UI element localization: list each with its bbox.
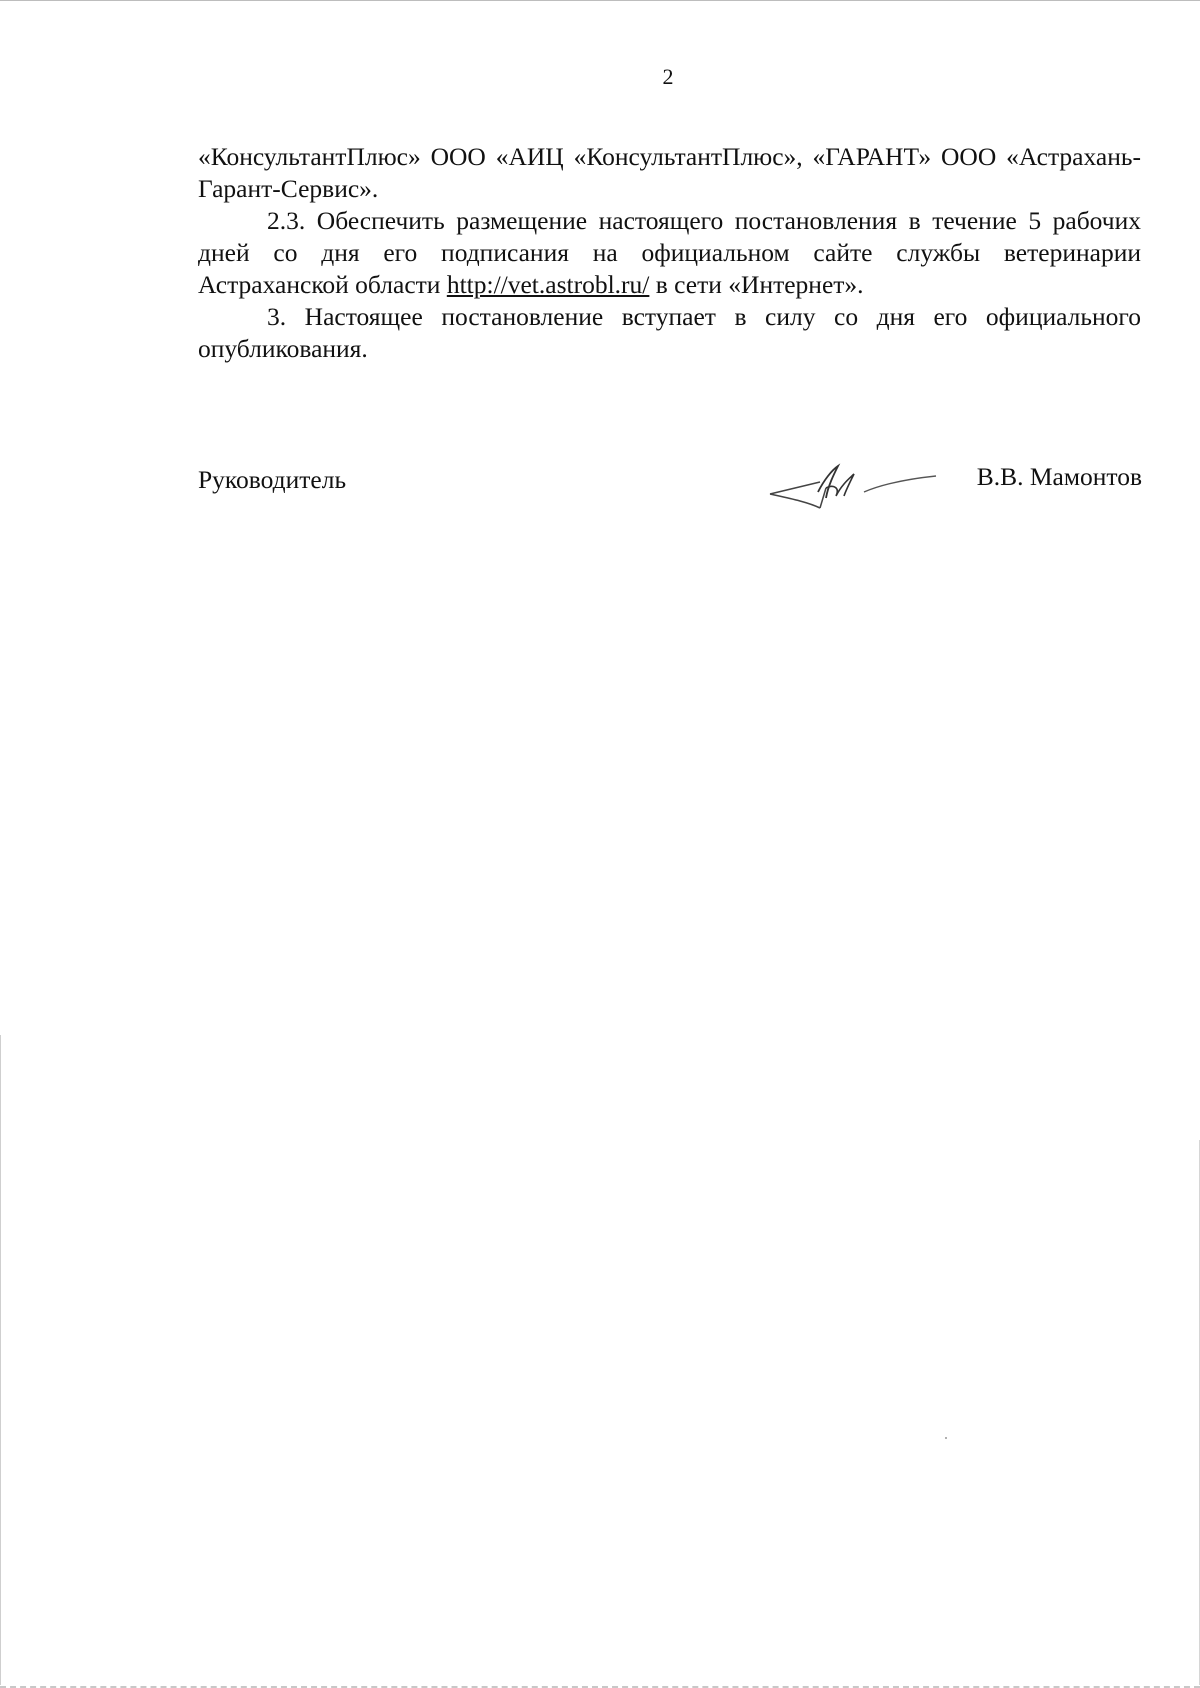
paragraph-2-3-text: 2.3. Обеспечить размещение настоящего постановления в течение 5 рабочих дней со дня его подписания на официальном сайте службы ветеринарии Астраханской области — [198, 206, 1141, 299]
scan-edge-bottom — [0, 1682, 1200, 1688]
paragraph-3: 3. Настоящее постановление вступает в силу со дня его официального опубликования. — [198, 302, 1141, 363]
website-link[interactable]: http://vet.astrobl.ru/ — [446, 270, 650, 299]
scan-edge-top — [0, 0, 1200, 4]
signature-role: Руководитель — [198, 465, 347, 494]
signature-name: В.В. Мамонтов — [976, 462, 1142, 491]
scan-speck — [945, 1437, 947, 1439]
scan-edge-left — [0, 1035, 1, 1685]
paragraph-publishers: «КонсультантПлюс» ООО «АИЦ «КонсультантПлюс», «ГАРАНТ» ООО «Астрахань-Гарант-Сервис». — [198, 142, 1141, 203]
page-number: 2 — [662, 64, 674, 89]
paragraph-2-3 — [198, 205, 1141, 301]
handwritten-signature — [768, 458, 938, 514]
document-body — [198, 141, 1141, 365]
paragraph-2-3-tail: в сети «Интернет». — [649, 270, 864, 299]
